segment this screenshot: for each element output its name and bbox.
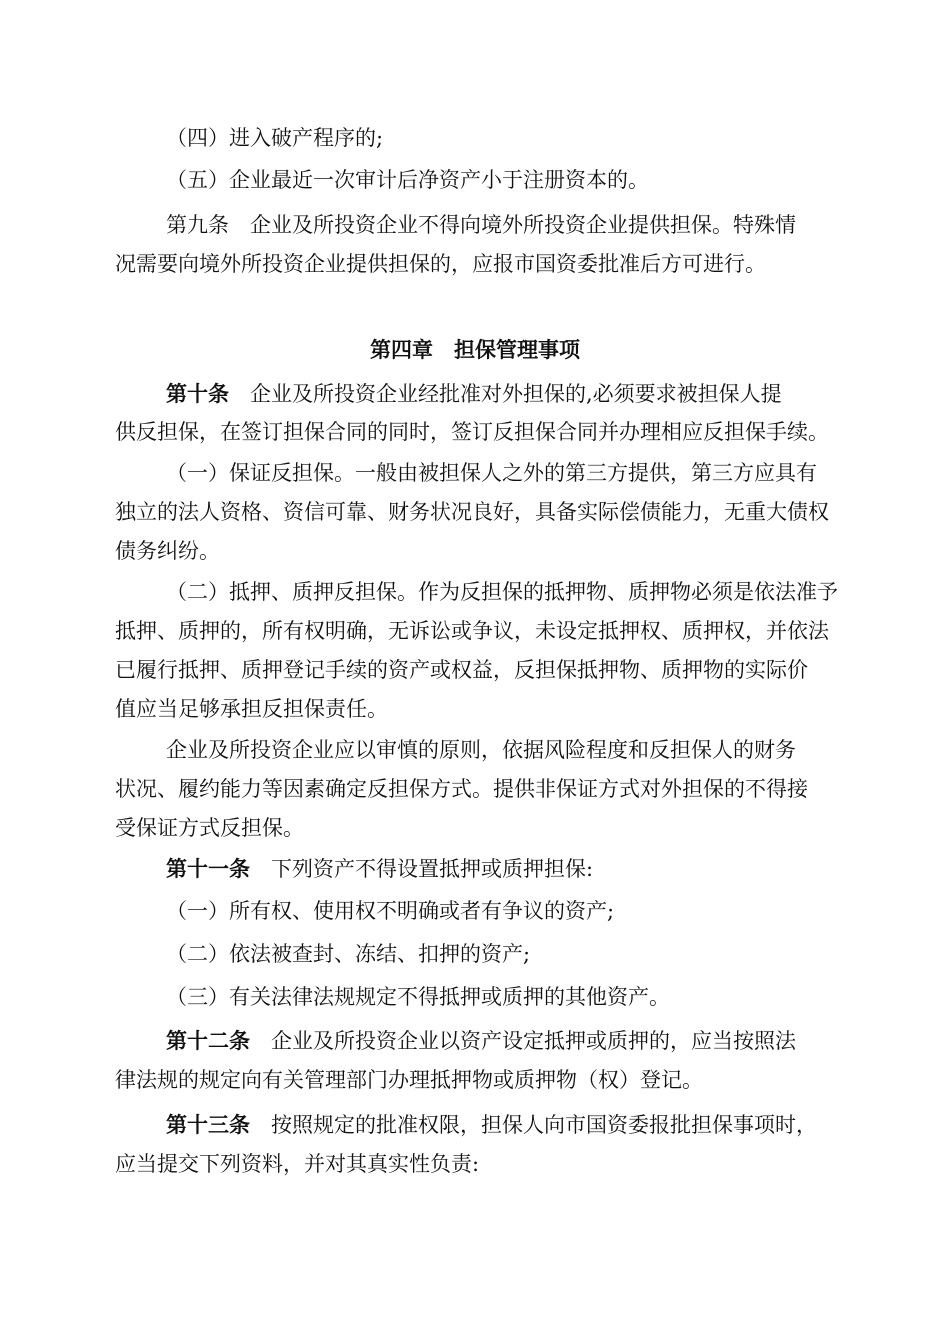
paragraph-line: 受保证方式反担保。 [115, 816, 304, 840]
article-label: 第十三条 [166, 1112, 250, 1137]
paragraph-line: 独立的法人资格、资信可靠、财务状况良好，具备实际偿债能力，无重大债权 [115, 500, 829, 524]
chapter-heading: 第四章 担保管理事项 [370, 337, 580, 362]
article-label: 第十一条 [166, 856, 250, 881]
paragraph-line: （三）有关法律法规规定不得抵押或质押的其他资产。 [166, 985, 670, 1009]
paragraph-line: （一）所有权、使用权不明确或者有争议的资产; [166, 899, 615, 923]
paragraph-line: 抵押、质押的，所有权明确，无诉讼或争议，未设定抵押权、质押权，并依法 [115, 619, 829, 643]
article-10-line [166, 380, 782, 408]
article-13-line [166, 1111, 817, 1139]
paragraph-line: 值应当足够承担反担保责任。 [115, 697, 388, 721]
paragraph-line: 应当提交下列资料，并对其真实性负责: [115, 1152, 480, 1176]
paragraph-line: 债务纠纷。 [115, 539, 220, 563]
article-label: 第十条 [166, 381, 229, 406]
paragraph-line: （二）依法被查封、冻结、扣押的资产; [166, 942, 531, 966]
paragraph-line: 况需要向境外所投资企业提供担保的，应报市国资委批准后方可进行。 [115, 252, 766, 276]
article-text: 按照规定的批准权限，担保人向市国资委报批担保事项时， [250, 1113, 817, 1137]
paragraph-line: （四）进入破产程序的; [166, 126, 384, 150]
paragraph-line: 状况、履约能力等因素确定反担保方式。提供非保证方式对外担保的不得接 [115, 777, 808, 801]
paragraph-line: （一）保证反担保。一般由被担保人之外的第三方提供，第三方应具有 [166, 461, 817, 485]
article-label: 第十二条 [166, 1028, 250, 1053]
article-text: 下列资产不得设置抵押或质押担保: [250, 857, 594, 881]
article-text: 企业及所投资企业经批准对外担保的,必须要求被担保人提 [229, 382, 782, 406]
paragraph-line: 已履行抵押、质押登记手续的资产或权益，反担保抵押物、质押物的实际价 [115, 658, 808, 682]
article-12-line [166, 1027, 796, 1055]
paragraph-line: 律法规的规定向有关管理部门办理抵押物或质押物（权）登记。 [115, 1068, 703, 1092]
paragraph-line: 第九条 企业及所投资企业不得向境外所投资企业提供担保。特殊情 [166, 213, 796, 237]
paragraph-line: （五）企业最近一次审计后净资产小于注册资本的。 [166, 168, 649, 192]
article-text: 企业及所投资企业以资产设定抵押或质押的，应当按照法 [250, 1029, 796, 1053]
article-11-line [166, 855, 593, 883]
paragraph-line: 供反担保，在签订担保合同的同时，签订反担保合同并办理相应反担保手续。 [115, 420, 829, 444]
paragraph-line: 企业及所投资企业应以审慎的原则，依据风险程度和反担保人的财务 [166, 738, 796, 762]
paragraph-line: （二）抵押、质押反担保。作为反担保的抵押物、质押物必须是依法准予 [166, 580, 838, 604]
